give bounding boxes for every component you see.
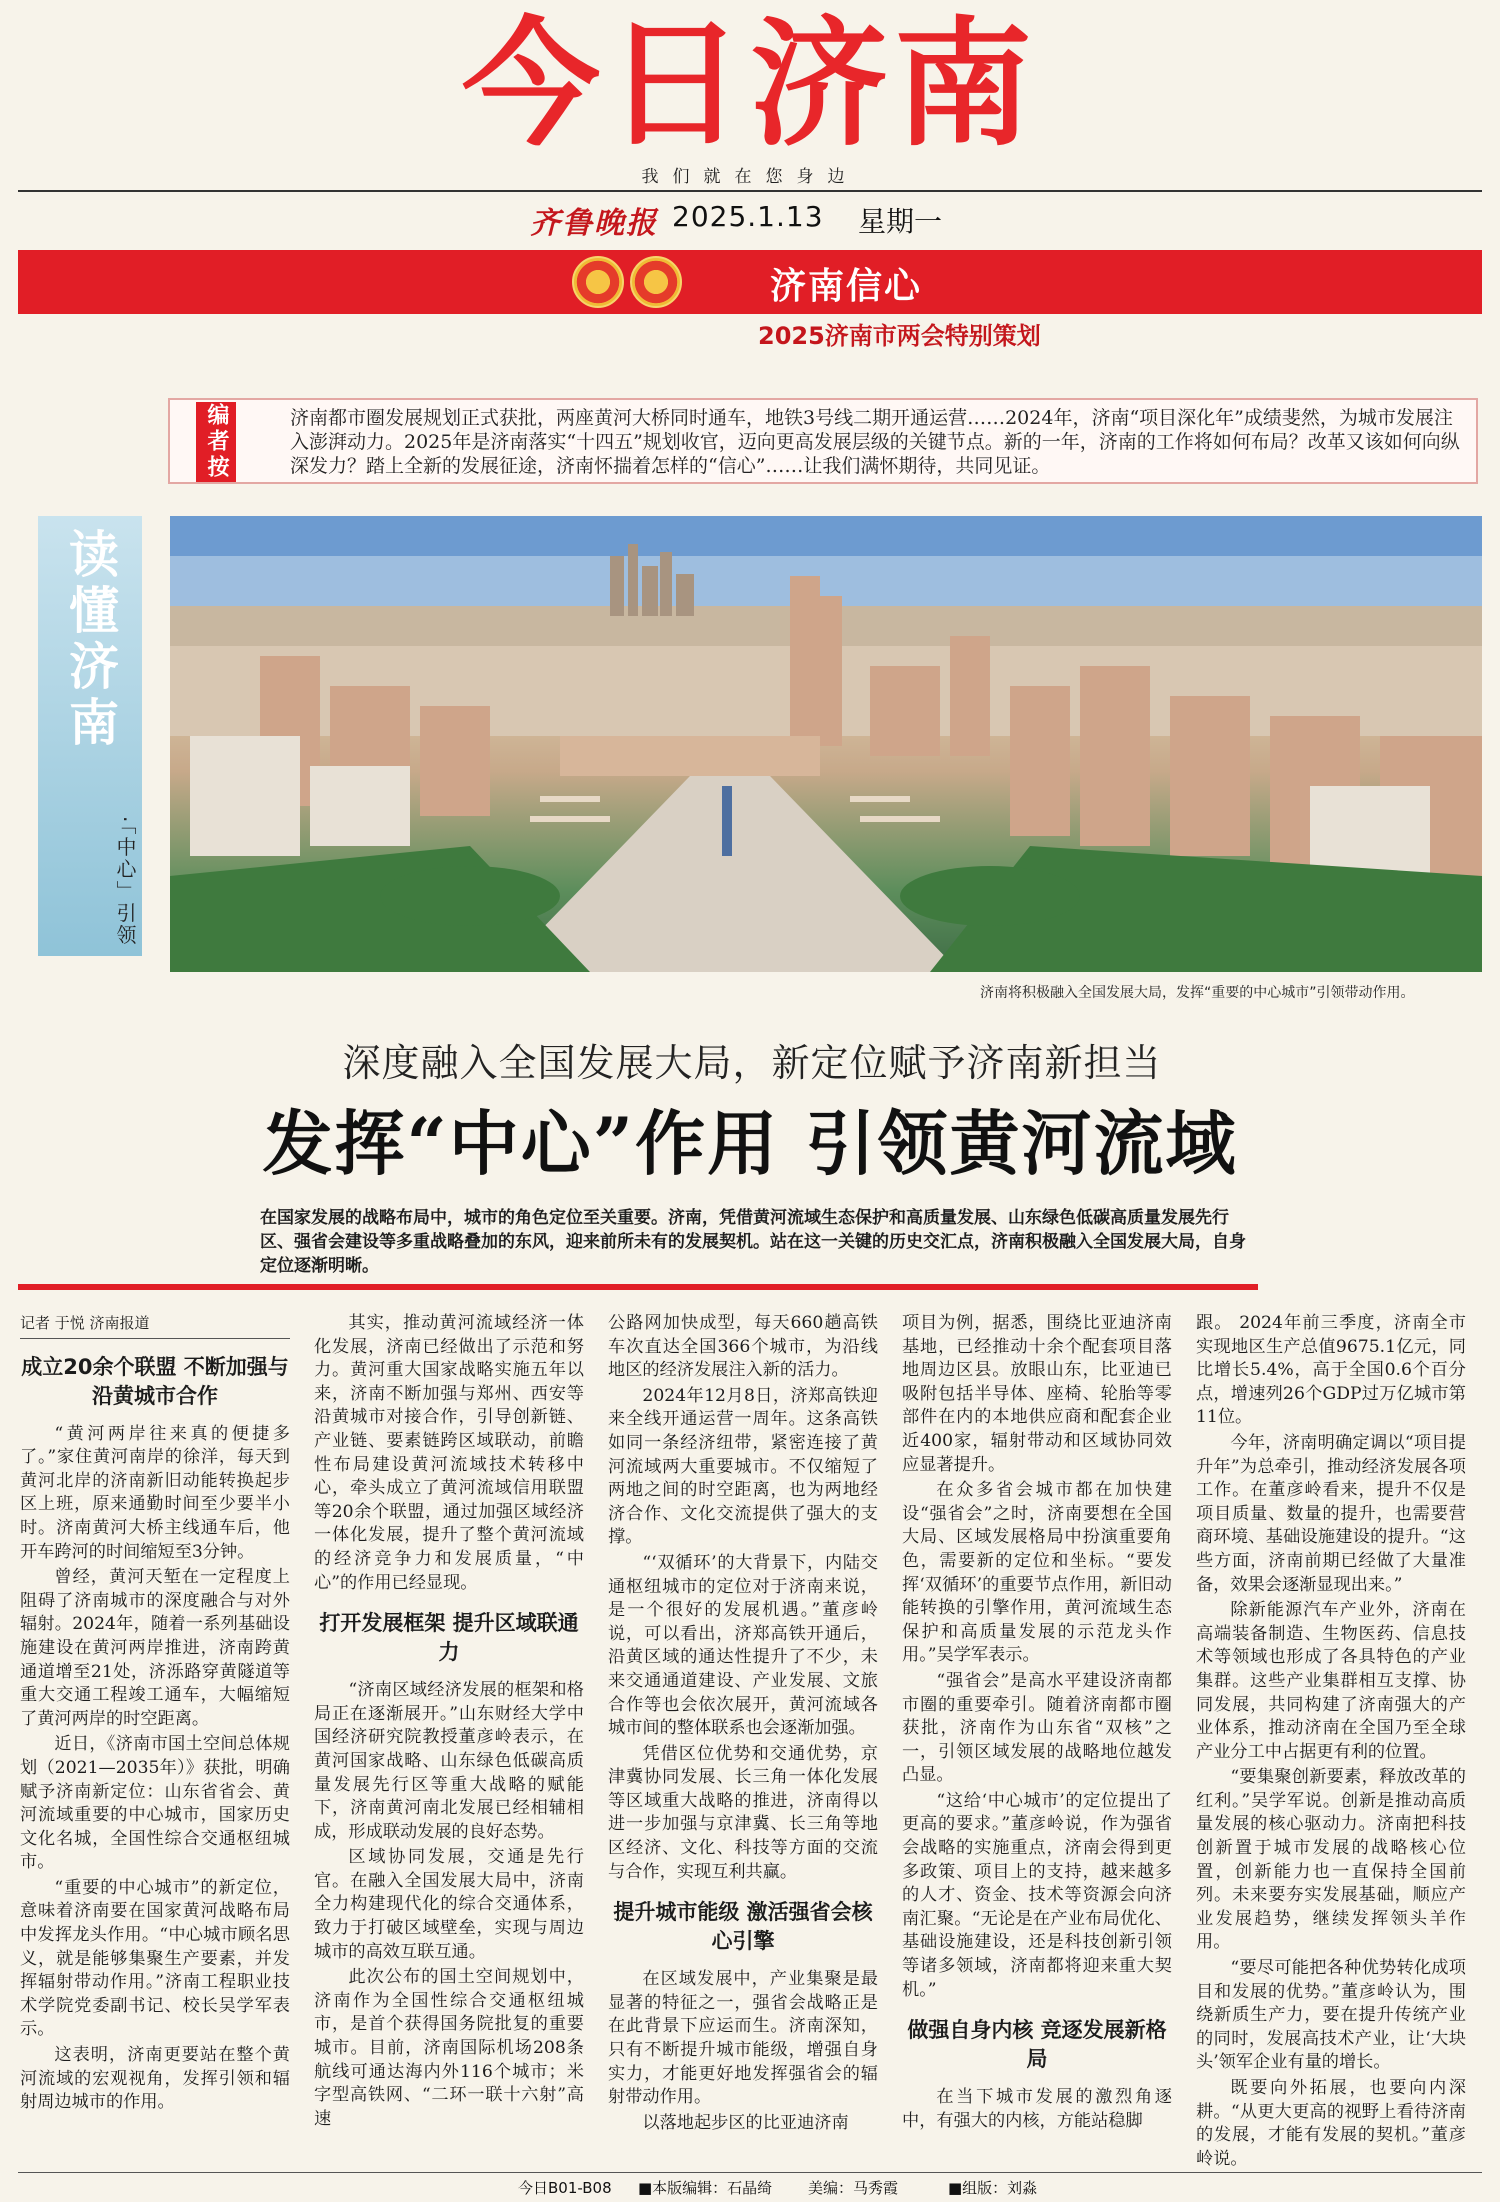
national-emblem-icon [572,256,624,308]
masthead [0,0,1500,241]
paragraph: 在区域发展中，产业集聚是最显著的特征之一，强省会战略正是在此背景下应运而生。济南深知，只有不断提升城市能级，增强自身实力，才能更好地发挥强省会的辐射带动作用。 [608,1969,878,2108]
paragraph: 在当下城市发展的激烈角逐中，有强大的内核，方能站稳脚 [902,2087,1172,2131]
lead-divider [18,1284,1258,1290]
paragraph: 这表明，济南更要站在整个黄河流域的宏观视角，发挥引领和辐射周边城市的作用。 [20,2045,290,2113]
footer-layout: ■组版：刘淼 [948,2179,1038,2197]
subhead-3: 提升城市能级 激活强省会核心引擎 [613,1900,873,1954]
article-lead: 在国家发展的战略布局中，城市的角色定位至关重要。济南，凭借黄河流域生态保护和高质量发展、山东绿色低碳高质量发展先行区、强省会建设等多重战略叠加的东风，迎来前所未有的发展契机。站在这一关键的历史交汇点，济南积极融入全国发展大局，自身定位逐渐明晰。 [260,1208,1246,1276]
editor-note-text: 济南都市圈发展规划正式获批，两座黄河大桥同时通车，地铁3号线二期开通运营……2024年，济南“项目深化年”成绩斐然，为城市发展注入澎湃动力。2025年是济南落实“十四五”规划收官，迈向更高发展层级的关键节点。新的一年，济南的工作将如何布局？改革又该如何向纵深发力？踏上全新的发展征途，济南怀揣着怎样的“信心”……让我们满怀期待，共同见证。 [290,407,1460,477]
paragraph: 项目为例，据悉，围绕比亚迪济南基地，已经推动十余个配套项目落地周边区县。放眼山东，比亚迪已吸附包括半导体、座椅、轮胎等零部件在内的本地供应商和配套企业近400家，辐射带动和区域协同效应显著提升。 [902,1313,1172,1475]
cppcc-emblem-icon [630,256,682,308]
brand-logo: 齐鲁晚报 [530,206,658,241]
city-skyline-image [170,516,1482,972]
subhead-4: 做强自身内核 竞逐发展新格局 [907,2018,1167,2072]
paragraph: “黄河两岸往来真的便捷多了。”家住黄河南岸的徐洋，每天到黄河北岸的济南新旧动能转换起步区上班，原来通勤时间至少要半小时。济南黄河大桥主线通车后，他开车跨河的时间缩短至3分钟。 [20,1423,290,1562]
column-tag-title: 读懂济南 [61,528,119,752]
paragraph: “要集聚创新要素，释放改革的红利。”吴学军说。创新是推动高质量发展的核心驱动力。济南把科技创新置于城市发展的战略核心位置，创新能力也一直保持全国前列。未来要夯实发展基础，顺应产业发展趋势，继续发挥领头羊作用。 [1196,1767,1466,1953]
paragraph: “重要的中心城市”的新定位，意味着济南要在国家黄河战略布局中发挥龙头作用。“中心城市顾名思义，就是能够集聚生产要素，并发挥辐射带动作用。”济南工程职业技术学院党委副书记、校长吴学军表示。 [20,1877,290,2040]
newspaper-title: 今日济南 [461,4,1038,165]
subhead-1: 成立20余个联盟 不断加强与沿黄城市合作 [21,1354,289,1408]
paragraph: 凭借区位优势和交通优势，京津冀协同发展、长三角一体化发展等区域重大战略的推进，济南得以进一步加强与京津冀、长三角等地区经济、文化、科技等方面的交流与合作，实现互利共赢。 [608,1743,878,1882]
column-tag-subtitle: ·「中心」引领 [113,816,137,947]
photo-caption: 济南将积极融入全国发展大局，发挥“重要的中心城市”引领带动作用。 [980,985,1415,1001]
slogan: 我们就在您身边 [641,167,859,187]
article-column-3 [608,1312,878,2152]
article-kicker: 深度融入全国发展大局，新定位赋予济南新担当 [342,1041,1162,1085]
paragraph: 今年，济南明确定调以“项目提升年”为总牵引，推动经济发展各项工作。在董彦岭看来，提升不仅是项目质量、数量的提升，也需要营商环境、基础设施建设的提升。“这些方面，济南前期已经做了大量准备，效果会逐渐显现出来。” [1196,1432,1466,1595]
byline: 记者 于悦 济南报道 [20,1312,290,1339]
banner-subtitle: 2025济南市两会特别策划 [758,322,1041,350]
page-footer [18,2172,1482,2198]
paragraph: 曾经，黄河天堑在一定程度上阻碍了济南城市的深度融合与对外辐射。2024年，随着一系列基础设施建设在黄河两岸推进，济南跨黄通道增至21处，济泺路穿黄隧道等重大交通工程竣工通车，大幅缩短了黄河两岸的时空距离。 [20,1567,290,1729]
paragraph: 在众多省会城市都在加快建设“强省会”之时，济南要想在全国大局、区域发展格局中扮演重要角色，需要新的定位和坐标。“要发挥‘双循环’的重要节点作用，新旧动能转换的引擎作用，黄河流域生态保护和高质量发展的示范龙头作用。”吴学军表示。 [902,1480,1172,1666]
footer-editor: ■本版编辑：石晶绮 [638,2179,773,2197]
subhead-2: 打开发展框架 提升区域联通力 [319,1611,579,1665]
paragraph: “济南区域经济发展的框架和格局正在逐渐展开。”山东财经大学中国经济研究院教授董彦岭表示，在黄河国家战略、山东绿色低碳高质量发展先行区等重大战略的赋能下，济南黄河南北发展已经相辅相成，形成联动发展的良好态势。 [314,1680,584,1842]
issue-weekday: 星期一 [858,205,943,238]
paragraph: 跟。 2024年前三季度，济南全市实现地区生产总值9675.1亿元，同比增长5.4%，高于全国0.6个百分点，增速列26个GDP过万亿城市第11位。 [1196,1313,1466,1428]
editor-note-label: 编者按 [196,402,236,482]
footer-pages: 今日B01-B08 [518,2179,612,2197]
paragraph: 2024年12月8日，济郑高铁迎来全线开通运营一周年。这条高铁如同一条经济纽带，紧密连接了黄河流域两大重要城市。不仅缩短了两地之间的时空距离，也为两地经济合作、文化交流提供了强大的支撑。 [608,1385,878,1548]
paragraph: 以落地起步区的比亚迪济南 [642,2112,849,2133]
paragraph: 除新能源汽车产业外，济南在高端装备制造、生物医药、信息技术等领域也形成了各具特色的产业集群。这些产业集群相互支撑、协同发展，共同构建了济南强大的产业体系，推动济南在全国乃至全球产业分工中占据更有利的位置。 [1196,1600,1466,1762]
article-headline: 发挥“中心”作用 引领黄河流域 [262,1102,1238,1185]
paragraph: 近日，《济南市国土空间总体规划（2021—2035年）》获批，明确赋予济南新定位：山东省省会、黄河流域重要的中心城市，国家历史文化名城，全国性综合交通枢纽城市。 [20,1734,290,1873]
article-column-5 [1196,1312,1466,2169]
paragraph: 其实，推动黄河流域经济一体化发展，济南已经做出了示范和努力。黄河重大国家战略实施五年以来，济南不断加强与郑州、西安等沿黄城市对接合作，引导创新链、产业链、要素链跨区域联动，前瞻性布局建设黄河流域技术转移中心，牵头成立了黄河流域信用联盟等20余个联盟，通过加强区域经济一体化发展，提升了整个黄河流域的经济竞争力和发展质量，“中心”的作用已经显现。 [314,1313,584,1593]
masthead-rule [18,190,1482,192]
editor-note [168,398,1478,484]
article-column-1 [20,1312,290,2152]
paragraph: 区域协同发展，交通是先行官。在融入全国发展大局中，济南全力构建现代化的综合交通体系，致力于打破区域壁垒，实现与周边城市的高效互联互通。 [314,1847,584,1962]
paragraph: “要尽可能把各种优势转化成项目和发展的优势。”董彦岭认为，围绕新质生产力，要在提升传统产业的同时，发展高技术产业，让‘大块头’领军企业有量的增长。 [1196,1958,1466,2073]
column-tag [38,516,142,956]
city-photo [170,516,1482,972]
paragraph: “强省会”是高水平建设济南都市圈的重要牵引。随着济南都市圈获批，济南作为山东省“双核”之一，引领区域发展的战略地位越发凸显。 [902,1670,1172,1786]
article-column-4 [902,1312,1172,2152]
article-column-2 [314,1312,584,2152]
paragraph: 此次公布的国土空间规划中，济南作为全国性综合交通枢纽城市，是首个获得国务院批复的重要城市。目前，济南国际机场208条航线可通达海内外116个城市；米字型高铁网、“二环一联十六射”高速 [314,1967,584,2129]
paragraph: “这给‘中心城市’的定位提出了更高的要求。”董彦岭说，作为强省会战略的实施重点，济南会得到更多政策、项目上的支持，越来越多的人才、资金、技术等资源会向济南汇聚。“无论是在产业布局优化、基础设施建设，还是科技创新引领等诸多领域，济南都将迎来重大契机。” [902,1790,1172,2000]
issue-date: 2025.1.13 [672,200,824,233]
footer-art-editor: 美编：马秀霞 [808,2179,899,2197]
paragraph: 公路网加快成型，每天660趟高铁车次直达全国366个城市，为沿线地区的经济发展注入新的活力。 [608,1313,878,1381]
paragraph: 既要向外拓展，也要向内深耕。“从更大更高的视野上看待济南的发展，才能有发展的契机。”董彦岭说。 [1196,2078,1466,2169]
section-banner [18,250,1482,314]
banner-title: 济南信心 [770,266,923,307]
paragraph: “‘双循环’的大背景下，内陆交通枢纽城市的定位对于济南来说，是一个很好的发展机遇。”董彦岭说，可以看出，济郑高铁开通后，沿黄区域的通达性提升了不少，未来交通通道建设、产业发展、文旅合作等也会依次展开，黄河流域各城市间的整体联系也会逐渐加强。 [608,1552,878,1739]
